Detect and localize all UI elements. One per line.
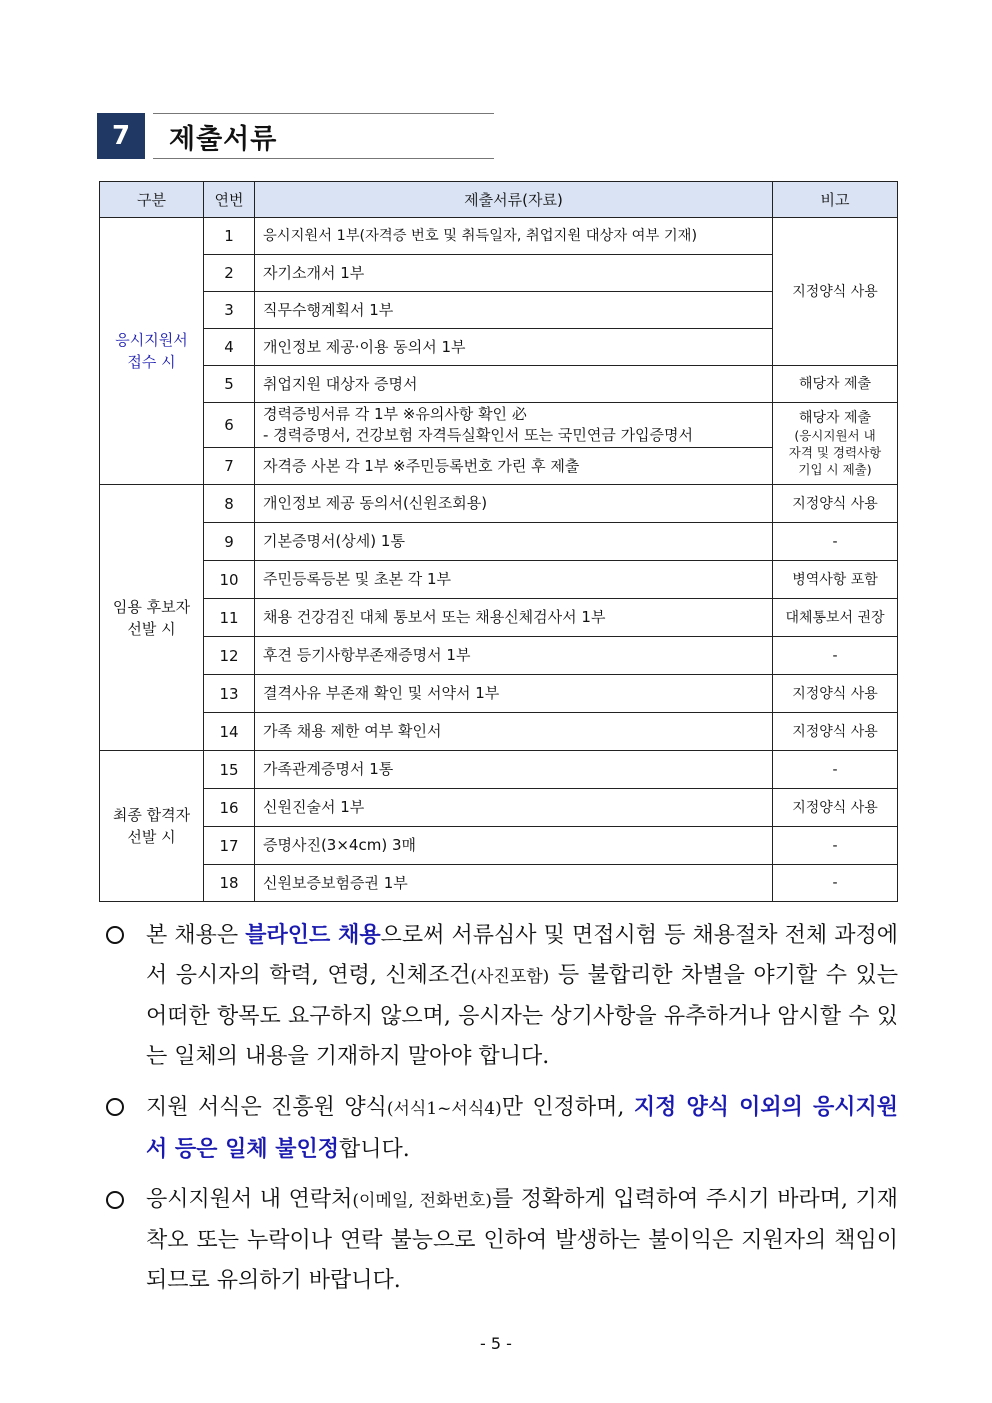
table-row: [100, 523, 898, 561]
table-row: [100, 218, 898, 255]
row-doc: 자기소개서 1부: [255, 255, 773, 292]
row-doc: 직무수행계획서 1부: [255, 292, 773, 329]
row-note: -: [773, 751, 898, 789]
group-application: [100, 218, 204, 485]
row-doc: 자격증 사본 각 1부 ※주민등록번호 가린 후 제출: [255, 448, 773, 485]
group-final: [100, 751, 204, 902]
notice-list: [106, 915, 898, 1311]
notice-highlight: 지정 양식 이외의 응시지원서 등은 일체 불인정: [146, 1094, 898, 1162]
row-note: -: [773, 523, 898, 561]
row-note: 해당자 제출: [773, 366, 898, 403]
header-no: 연번: [204, 182, 255, 218]
row-no: 14: [204, 713, 255, 751]
row-doc: 가족 채용 제한 여부 확인서: [255, 713, 773, 751]
notice-highlight: 블라인드 채용: [245, 922, 381, 948]
note-line: (응시지원서 내: [794, 427, 876, 443]
header-group: 구분: [100, 182, 204, 218]
row-no: 7: [204, 448, 255, 485]
row-no: 18: [204, 865, 255, 902]
row-note: 지정양식 사용: [773, 789, 898, 827]
table-row: [100, 366, 898, 403]
row-no: 15: [204, 751, 255, 789]
note-line: 해당자 제출: [798, 409, 872, 426]
header-note: 비고: [773, 182, 898, 218]
row-doc: 채용 건강검진 대체 통보서 또는 채용신체검사서 1부: [255, 599, 773, 637]
row-doc: 가족관계증명서 1통: [255, 751, 773, 789]
table-row: [100, 751, 898, 789]
row-doc: [255, 403, 773, 448]
row-doc: 개인정보 제공 동의서(신원조회용): [255, 485, 773, 523]
notice-small-text: (서식1~서식4): [386, 1099, 502, 1119]
row-no: 1: [204, 218, 255, 255]
notice-text: 만 인정하며,: [501, 1095, 634, 1120]
table-row: [100, 789, 898, 827]
group-line: 최종 합격자: [112, 806, 191, 824]
table-row: [100, 865, 898, 902]
circle-bullet-icon: [106, 926, 124, 944]
row-note: 지정양식 사용: [773, 218, 898, 366]
notice-text: 응시지원서 내 연락처: [146, 1187, 353, 1212]
row-note: [773, 403, 898, 485]
group-line: 선발 시: [127, 619, 176, 638]
row-note: 지정양식 사용: [773, 675, 898, 713]
row-doc: 개인정보 제공·이용 동의서 1부: [255, 329, 773, 366]
section-rule-top: [153, 113, 494, 114]
row-doc: 주민등록등본 및 초본 각 1부: [255, 561, 773, 599]
group-line: 선발 시: [127, 828, 176, 846]
table-row: [100, 403, 898, 448]
header-doc: 제출서류(자료): [255, 182, 773, 218]
notice-text: 본 채용은: [146, 923, 246, 948]
section-number: 7: [97, 113, 145, 159]
notice-form: [106, 1087, 898, 1170]
circle-bullet-icon: [106, 1098, 124, 1116]
row-note: 대체통보서 권장: [773, 599, 898, 637]
table-row: [100, 675, 898, 713]
row-note: 지정양식 사용: [773, 485, 898, 523]
section-header: [97, 113, 494, 159]
doc-line: 경력증빙서류 각 1부 ※유의사항 확인 必: [263, 405, 527, 423]
row-doc: 결격사유 부존재 확인 및 서약서 1부: [255, 675, 773, 713]
row-no: 6: [204, 403, 255, 448]
row-note: -: [773, 637, 898, 675]
row-no: 9: [204, 523, 255, 561]
row-no: 10: [204, 561, 255, 599]
row-note: -: [773, 865, 898, 902]
table-row: [100, 485, 898, 523]
notice-blind-recruitment: [106, 915, 898, 1077]
group-line: 임용 후보자: [112, 597, 191, 616]
notice-small-text: (사진포함): [470, 967, 550, 987]
row-no: 4: [204, 329, 255, 366]
row-no: 12: [204, 637, 255, 675]
row-doc: 응시지원서 1부(자격증 번호 및 취득일자, 취업지원 대상자 여부 기재): [255, 218, 773, 255]
notice-contact: [106, 1180, 898, 1301]
group-line: 접수 시: [127, 353, 176, 371]
row-no: 13: [204, 675, 255, 713]
section-rule-bottom: [153, 158, 494, 159]
row-note: 병역사항 포함: [773, 561, 898, 599]
group-candidate: [100, 485, 204, 751]
row-doc: 취업지원 대상자 증명서: [255, 366, 773, 403]
row-note: -: [773, 827, 898, 865]
group-line: 응시지원서: [115, 331, 188, 349]
notice-text: 합니다.: [339, 1137, 410, 1162]
doc-line: - 경력증명서, 건강보험 자격득실확인서 또는 국민연금 가입증명서: [263, 426, 694, 444]
row-doc: 기본증명서(상세) 1통: [255, 523, 773, 561]
table-row: [100, 827, 898, 865]
row-doc: 증명사진(3×4cm) 3매: [255, 827, 773, 865]
notice-text: 를 정확하게 입력하여 주시기 바라며, 기재 착오 또는 누락이나 연락 불능으로 인하여 발생하는 불이익은 지원자의 책임이 되므로 유의하기 바랍니다.: [146, 1187, 898, 1293]
table-row: [100, 599, 898, 637]
row-no: 17: [204, 827, 255, 865]
row-no: 11: [204, 599, 255, 637]
page-number: - 5 -: [480, 1334, 512, 1353]
row-no: 2: [204, 255, 255, 292]
row-doc: 신원보증보험증권 1부: [255, 865, 773, 902]
notice-text: 지원 서식은 진흥원 양식: [146, 1095, 387, 1120]
row-no: 8: [204, 485, 255, 523]
row-doc: 후견 등기사항부존재증명서 1부: [255, 637, 773, 675]
table-row: [100, 561, 898, 599]
table-row: [100, 713, 898, 751]
notice-text: 등 불합리한 차별을 야기할 수 있는 어떠한 항목도 요구하지 않으며, 응시자는 상기사항을 유추하거나 암시할 수 있는 일체의 내용을 기재하지 말아야 합니다.: [146, 963, 898, 1069]
note-line: 기입 시 제출): [798, 461, 872, 477]
notice-text: 으로써 서류심사 및 면접시험 등 채용절차 전체 과정에서 응시자의 학력, 연령, 신체조건: [146, 923, 899, 988]
row-no: 3: [204, 292, 255, 329]
circle-bullet-icon: [106, 1191, 124, 1209]
table-row: [100, 637, 898, 675]
section-title: 제출서류: [169, 124, 278, 155]
documents-table: [99, 181, 898, 902]
notice-small-text: (이메일, 전화번호): [352, 1191, 492, 1211]
row-note: 지정양식 사용: [773, 713, 898, 751]
row-no: 5: [204, 366, 255, 403]
row-no: 16: [204, 789, 255, 827]
table-header-row: [100, 182, 898, 218]
row-doc: 신원진술서 1부: [255, 789, 773, 827]
note-line: 자격 및 경력사항: [788, 444, 882, 460]
